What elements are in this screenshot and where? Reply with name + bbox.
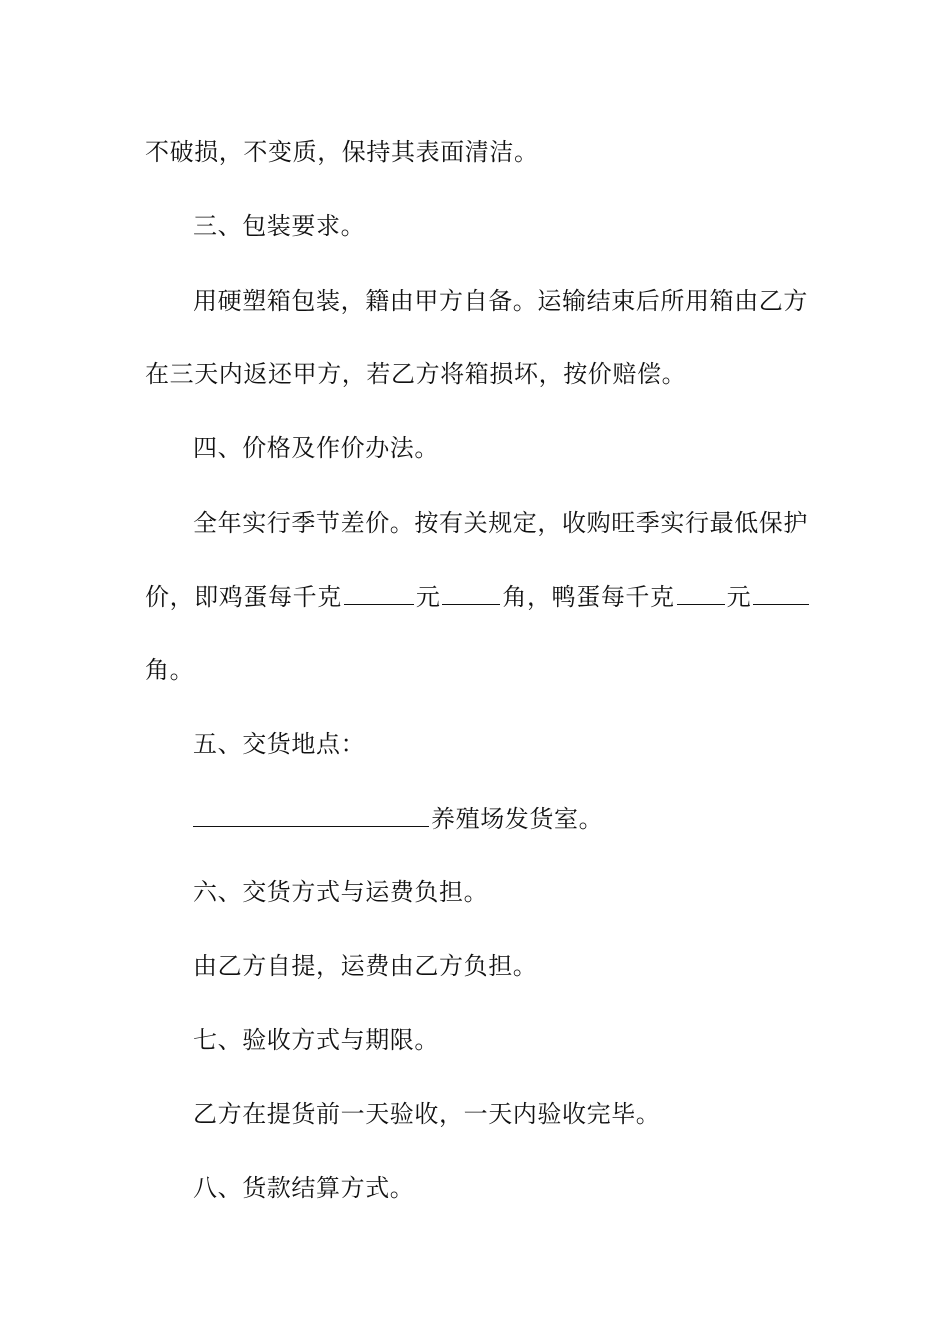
- delivery-place-line: [193, 802, 863, 835]
- paragraph-line: 由乙方自提，运费由乙方负担。: [193, 952, 538, 980]
- blank-field[interactable]: [193, 802, 429, 827]
- paragraph-line: 在三天内返还甲方，若乙方将箱损坏，按价赔偿。: [145, 360, 687, 388]
- blank-field[interactable]: [442, 580, 500, 605]
- blank-field[interactable]: [677, 580, 725, 605]
- price-line: [145, 580, 815, 613]
- section-heading-price: 四、价格及作价办法。: [193, 434, 439, 462]
- section-heading-inspection: 七、验收方式与期限。: [193, 1026, 439, 1054]
- section-heading-packaging: 三、包装要求。: [193, 212, 366, 240]
- price-text: 价，即鸡蛋每千克: [145, 583, 342, 611]
- price-text: 元: [415, 583, 441, 611]
- blank-field[interactable]: [344, 580, 414, 605]
- delivery-place-suffix: 养殖场发货室。: [431, 805, 604, 833]
- section-heading-delivery-method: 六、交货方式与运费负担。: [193, 878, 489, 906]
- paragraph-line: 不破损，不变质，保持其表面清洁。: [145, 138, 539, 166]
- section-heading-delivery-place: 五、交货地点：: [193, 730, 366, 758]
- paragraph-line: 角。: [145, 656, 195, 684]
- blank-field[interactable]: [753, 580, 809, 605]
- paragraph-line: 用硬塑箱包装，籍由甲方自备。运输结束后所用箱由乙方: [193, 287, 808, 315]
- price-text: 角，鸭蛋每千克: [502, 583, 675, 611]
- paragraph-line: 全年实行季节差价。按有关规定，收购旺季实行最低保护: [193, 509, 808, 537]
- paragraph-line: 乙方在提货前一天验收，一天内验收完毕。: [193, 1100, 661, 1128]
- price-text: 元: [726, 583, 752, 611]
- section-heading-payment: 八、货款结算方式。: [193, 1174, 415, 1202]
